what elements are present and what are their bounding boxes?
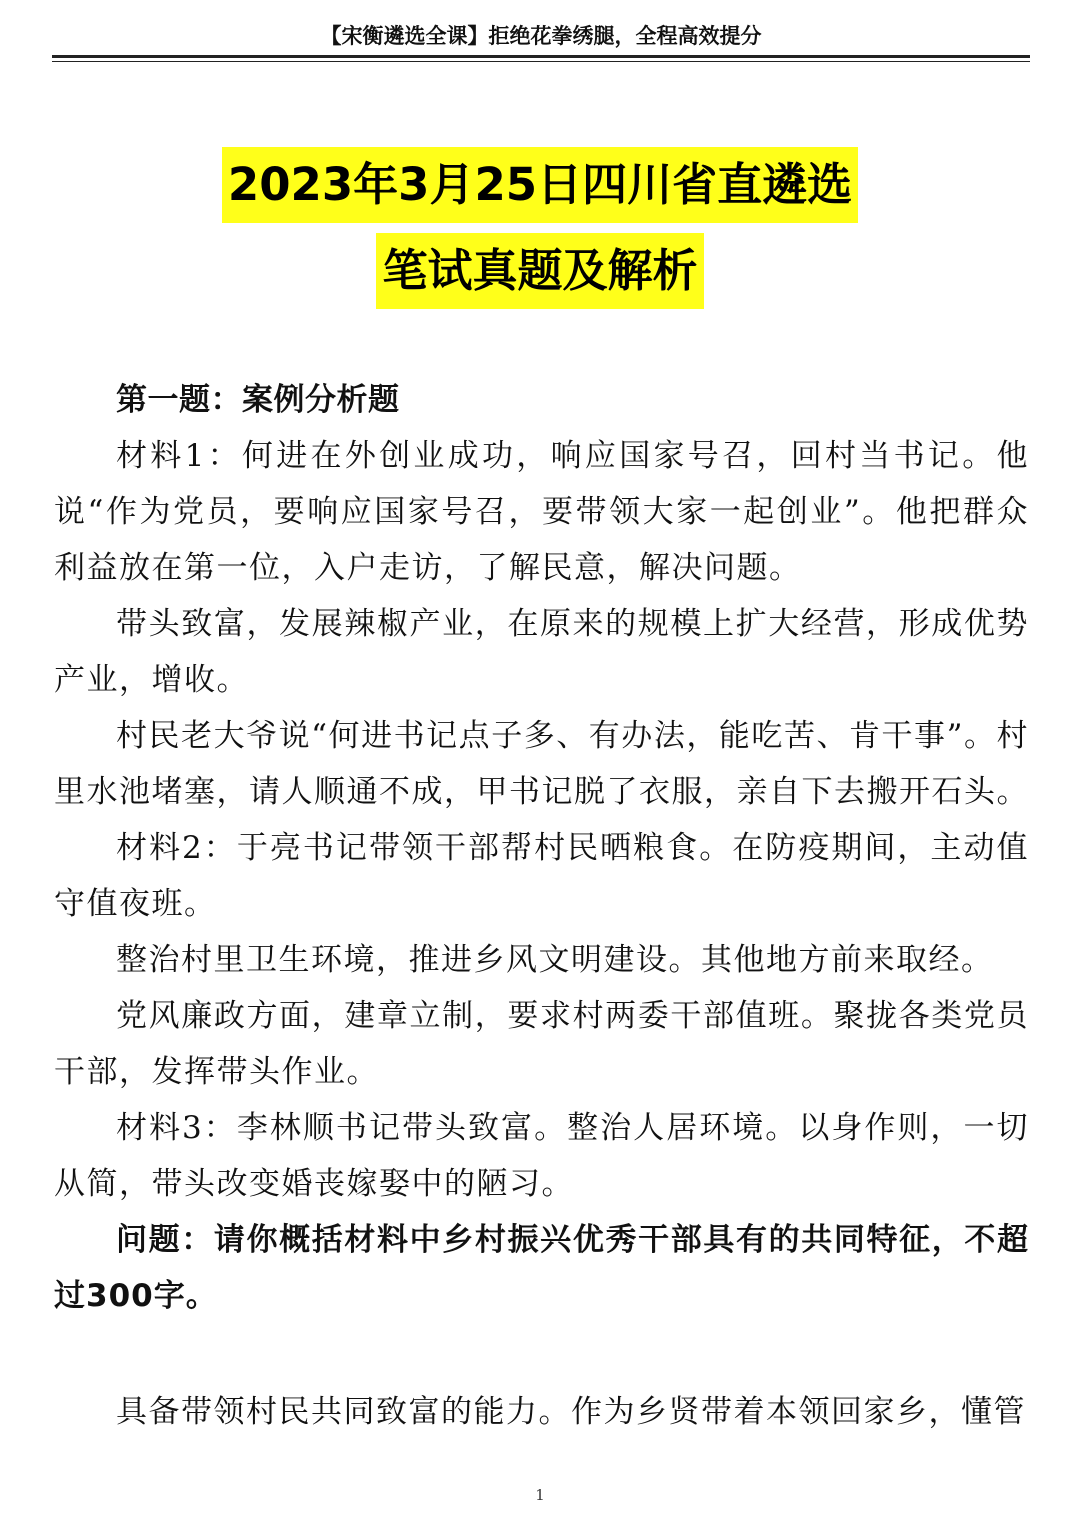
document-title-line-2: 笔试真题及解析 [376, 233, 703, 309]
document-title-line-1: 2023年3月25日四川省直遴选 [222, 147, 858, 223]
title-line-2-wrapper [0, 233, 1080, 309]
header-rule-thin [52, 61, 1030, 62]
paragraph-material-1: 材料1：何进在外创业成功，响应国家号召，回村当书记。他说“作为党员，要响应国家号召，要带领大家一起创业”。他把群众利益放在第一位，入户走访，了解民意，解决问题。 [54, 438, 1029, 586]
page-number: 1 [535, 1486, 545, 1504]
page-header: 【宋衡遴选全课】拒绝花拳绣腿，全程高效提分 [320, 24, 762, 48]
paragraph-material-1b: 带头致富，发展辣椒产业，在原来的规模上扩大经营，形成优势产业，增收。 [54, 606, 1029, 698]
header-rule [52, 55, 1030, 58]
answer-paragraph: 具备带领村民共同致富的能力。作为乡贤带着本领回家乡，懂管 [116, 1394, 1026, 1430]
paragraph-material-3: 材料3：李林顺书记带头致富。整治人居环境。以身作则，一切从简，带头改变婚丧嫁娶中的陋习。 [54, 1110, 1029, 1202]
paragraph-material-2: 材料2：于亮书记带领干部帮村民晒粮食。在防疫期间，主动值守值夜班。 [54, 830, 1029, 922]
paragraph-material-2b: 整治村里卫生环境，推进乡风文明建设。其他地方前来取经。 [116, 942, 994, 978]
paragraph-material-2c: 党风廉政方面，建章立制，要求村两委干部值班。聚拢各类党员干部，发挥带头作业。 [54, 998, 1029, 1090]
document-body [54, 372, 1029, 1440]
paragraph-material-1c: 村民老大爷说“何进书记点子多、有办法，能吃苦、肯干事”。村里水池堵塞，请人顺通不成，甲书记脱了衣服，亲自下去搬开石头。 [54, 718, 1029, 810]
question-text: 问题：请你概括材料中乡村振兴优秀干部具有的共同特征，不超过300字。 [54, 1222, 1029, 1314]
spacer [54, 1324, 1029, 1384]
title-line-1-wrapper [0, 147, 1080, 223]
section-heading: 第一题：案例分析题 [116, 382, 400, 418]
